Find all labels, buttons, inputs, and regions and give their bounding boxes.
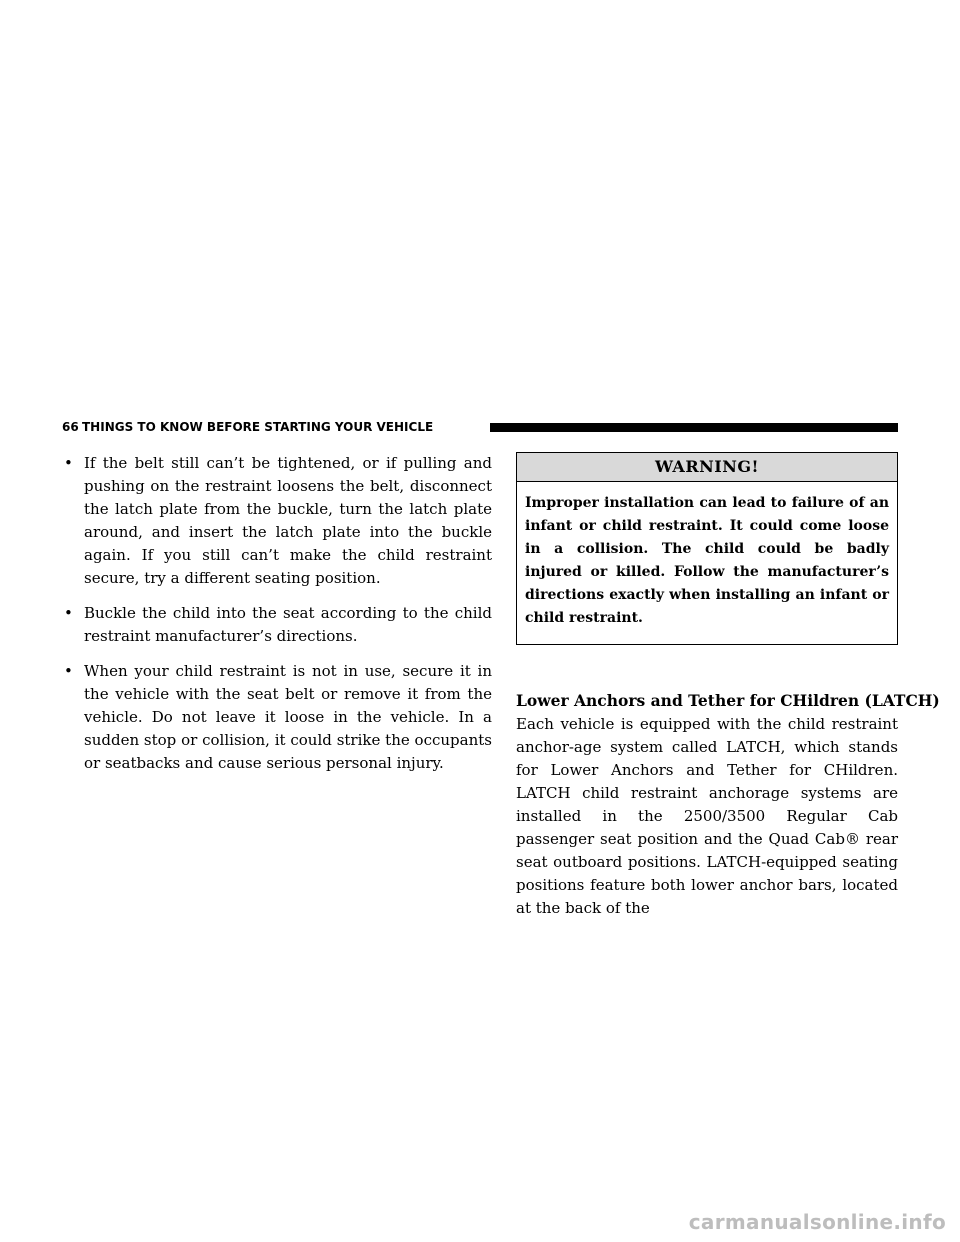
latch-heading: Lower Anchors and Tether for CHildren (LATCH): [516, 691, 940, 710]
bullet-icon: •: [64, 454, 73, 472]
list-item: [62, 660, 492, 775]
warning-box: [516, 452, 898, 645]
list-item-text: If the belt still can’t be tightened, or if pulling and pushing on the restraint loosens the belt, disconnect the latch plate from the buckle, turn the latch plate around, and insert the latch plate into the buckle again. If you still can’t make the child restraint secure, try a different seating position.: [84, 454, 492, 587]
left-column: [62, 452, 492, 787]
list-item-text: When your child restraint is not in use, secure it in the vehicle with the seat belt or remove it from the vehicle. Do not leave it loose in the vehicle. In a sudden stop or collision, it could strike the occupants or seatbacks and cause serious personal injury.: [84, 662, 492, 772]
page-number: 66: [62, 420, 79, 434]
list-item-text: Buckle the child into the seat according to the child restraint manufacturer’s directions.: [84, 604, 492, 645]
bullet-icon: •: [64, 604, 73, 622]
header-rule-bar: [490, 423, 898, 432]
warning-text: Improper installation can lead to failure of an infant or child restraint. It could come loose in a collision. The child could be badly injured or killed. Follow the manufacturer’s directions exactly when installing an infant or child restraint.: [525, 495, 889, 626]
list-item: [62, 452, 492, 590]
bullet-icon: •: [64, 662, 73, 680]
list-item: [62, 602, 492, 648]
watermark: carmanualsonline.info: [688, 1210, 946, 1234]
section-title: THINGS TO KNOW BEFORE STARTING YOUR VEHICLE: [82, 420, 434, 434]
warning-title: WARNING!: [517, 453, 897, 482]
latch-paragraph: Each vehicle is equipped with the child restraint anchor-age system called LATCH, which stands for Lower Anchors and Tether for CHildren. LATCH child restraint anchorage systems are installed in the 2500/3500 Regular Cab passenger seat position and the Quad Cab® rear seat outboard positions. LATCH-equipped seating positions feature both lower anchor bars, located at the back of the: [516, 715, 898, 917]
right-column: [516, 452, 940, 920]
page-header: [62, 419, 898, 435]
